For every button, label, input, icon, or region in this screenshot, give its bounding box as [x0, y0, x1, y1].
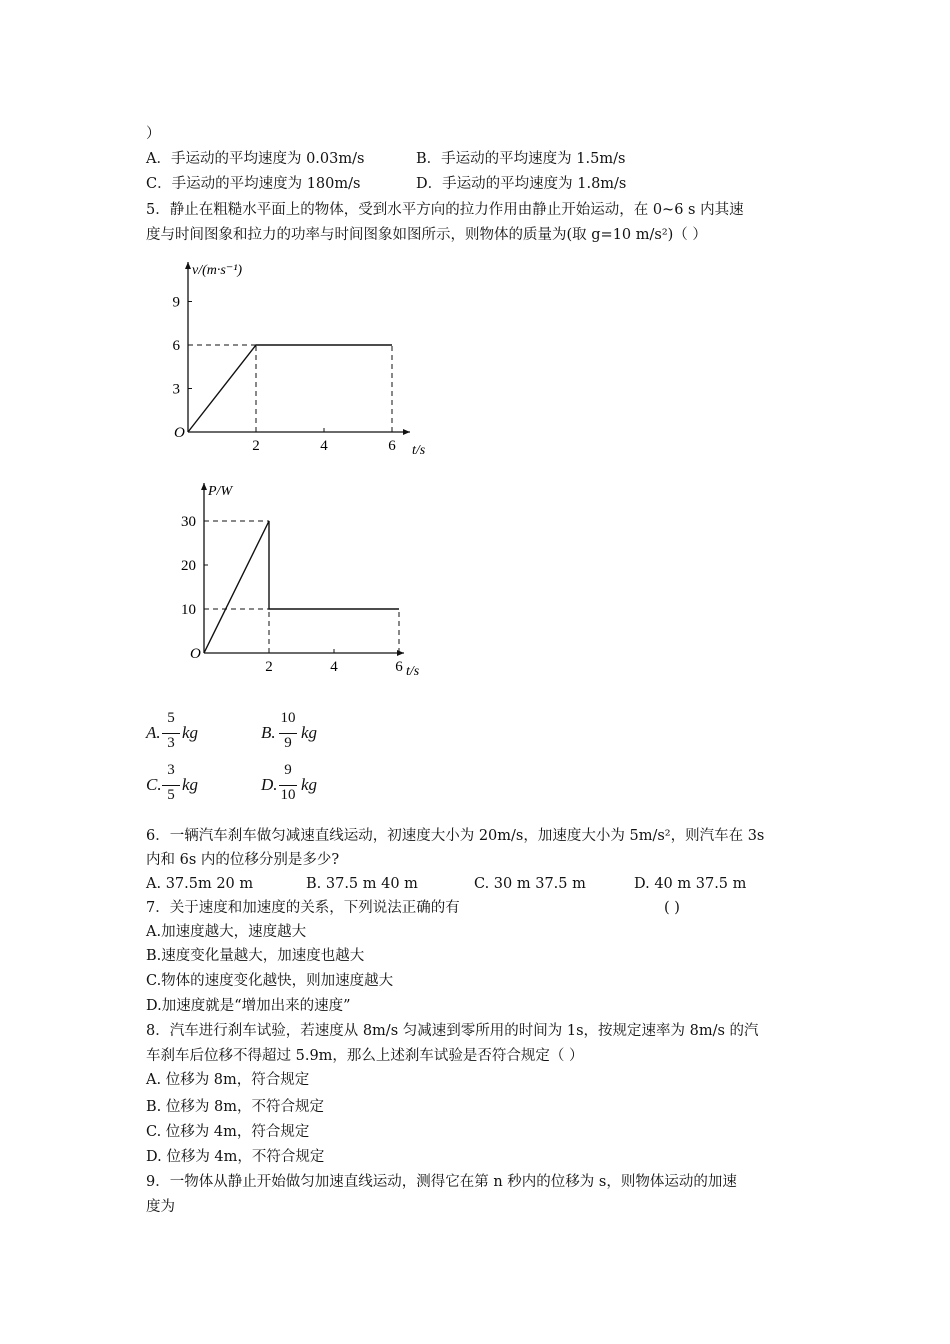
x-tick-label: 6	[388, 438, 396, 454]
q7-option-d: D.加速度就是“增加出来的速度”	[146, 998, 351, 1014]
q8-option-b: B. 位移为 8m，不符合规定	[146, 1099, 324, 1115]
q5-option-d-unit: kg	[301, 775, 318, 794]
q4-option-c: C．手运动的平均速度为 180m/s	[146, 176, 361, 192]
q4-option-d: D．手运动的平均速度为 1.8m/s	[416, 176, 627, 192]
q6-option-c: C. 30 m 37.5 m	[474, 876, 586, 892]
y-tick-label: 3	[172, 381, 180, 398]
x-tick-label: 6	[395, 659, 403, 675]
q8-option-a: A. 位移为 8m，符合规定	[146, 1072, 310, 1088]
q5-option-c-label: C.	[146, 775, 162, 794]
q8-option-c: C. 位移为 4m，符合规定	[146, 1124, 310, 1140]
y-axis-arrow	[201, 483, 207, 490]
q6-line1: 6．一辆汽车刹车做匀减速直线运动，初速度大小为 20m/s，加速度大小为 5m/s²，则汽车在 3s	[146, 828, 765, 844]
y-tick-label: 6	[172, 338, 180, 354]
x-tick-label: 2	[252, 438, 260, 454]
q5-option-b-denominator: 9	[284, 735, 292, 751]
y-tick-label: 20	[181, 558, 196, 574]
x-tick-label: 4	[330, 659, 338, 675]
q7-option-b: B.速度变化量越大，加速度也越大	[146, 948, 365, 964]
q7-option-c: C.物体的速度变化越快，则加速度越大	[146, 973, 394, 989]
q5-option-d-denominator: 10	[280, 787, 296, 803]
q5-line2: 度与时间图象和拉力的功率与时间图象如图所示，则物体的质量为(取 g=10 m/s²)（ ）	[146, 227, 707, 243]
y-tick-label: 9	[172, 294, 180, 311]
q8-line1: 8．汽车进行刹车试验，若速度从 8m/s 匀减速到零所用的时间为 1s，按规定速率为 8m/s 的汽	[146, 1023, 759, 1039]
x-tick-label: 2	[265, 659, 273, 675]
y-tick-label: 30	[181, 514, 196, 530]
q6-option-d: D. 40 m 37.5 m	[634, 876, 747, 892]
q5-option-c-numerator: 3	[167, 762, 175, 778]
q8-option-d: D. 位移为 4m，不符合规定	[146, 1149, 325, 1165]
q5-option-c	[146, 764, 236, 810]
q5-option-a-denominator: 3	[167, 735, 175, 751]
series-line-P	[204, 521, 399, 653]
q7-answer-paren: ( )	[664, 900, 680, 916]
origin-label: O	[190, 646, 201, 662]
q9-line2: 度为	[146, 1199, 175, 1215]
q4-option-a: A．手运动的平均速度为 0.03m/s	[146, 151, 365, 167]
x-axis-label: t/s	[412, 443, 426, 458]
q6-option-b: B. 37.5 m 40 m	[306, 876, 418, 892]
q5-option-c-denominator: 5	[167, 787, 175, 803]
q4-tail: ）	[146, 126, 161, 142]
x-tick-label: 4	[320, 438, 328, 454]
q5-option-a-label: A.	[146, 723, 161, 742]
q7-line1: 7．关于速度和加速度的关系，下列说法正确的有	[146, 900, 460, 916]
q5-option-c-unit: kg	[182, 775, 199, 794]
power-time-chart	[160, 475, 460, 685]
q8-line2: 车刹车后位移不得超过 5.9m，那么上述刹车试验是否符合规定（ ）	[146, 1048, 584, 1064]
q4-option-b: B．手运动的平均速度为 1.5m/s	[416, 151, 626, 167]
q5-option-d-label: D.	[261, 775, 278, 794]
y-axis-arrow	[185, 262, 191, 269]
y-axis-label: v/(m·s⁻¹)	[192, 263, 243, 278]
q5-option-a-unit: kg	[182, 723, 199, 742]
q5-option-b-numerator: 10	[280, 710, 296, 726]
q5-option-b-unit: kg	[301, 723, 318, 742]
q6-line2: 内和 6s 内的位移分别是多少?	[146, 852, 340, 868]
q5-option-b-label: B.	[261, 723, 276, 742]
q6-option-a: A. 37.5m 20 m	[146, 876, 254, 892]
y-tick-label: 10	[181, 602, 196, 618]
q5-option-b	[261, 712, 351, 758]
y-axis-label: P/W	[208, 484, 233, 499]
series-line-v	[188, 345, 392, 432]
q5-option-d	[261, 764, 351, 810]
q5-option-a-numerator: 5	[167, 710, 175, 726]
x-axis-arrow	[397, 650, 404, 656]
velocity-time-chart	[160, 255, 460, 465]
q5-option-a	[146, 712, 236, 758]
x-axis-label: t/s	[406, 664, 420, 679]
x-axis-arrow	[403, 429, 410, 435]
q9-line1: 9．一物体从静止开始做匀加速直线运动，测得它在第 n 秒内的位移为 s，则物体运动的加速	[146, 1174, 737, 1190]
origin-label: O	[174, 425, 185, 441]
q5-line1: 5．静止在粗糙水平面上的物体，受到水平方向的拉力作用由静止开始运动，在 0~6 s 内其速	[146, 202, 744, 218]
q5-option-d-numerator: 9	[284, 762, 292, 778]
q7-option-a: A.加速度越大，速度越大	[146, 924, 307, 940]
